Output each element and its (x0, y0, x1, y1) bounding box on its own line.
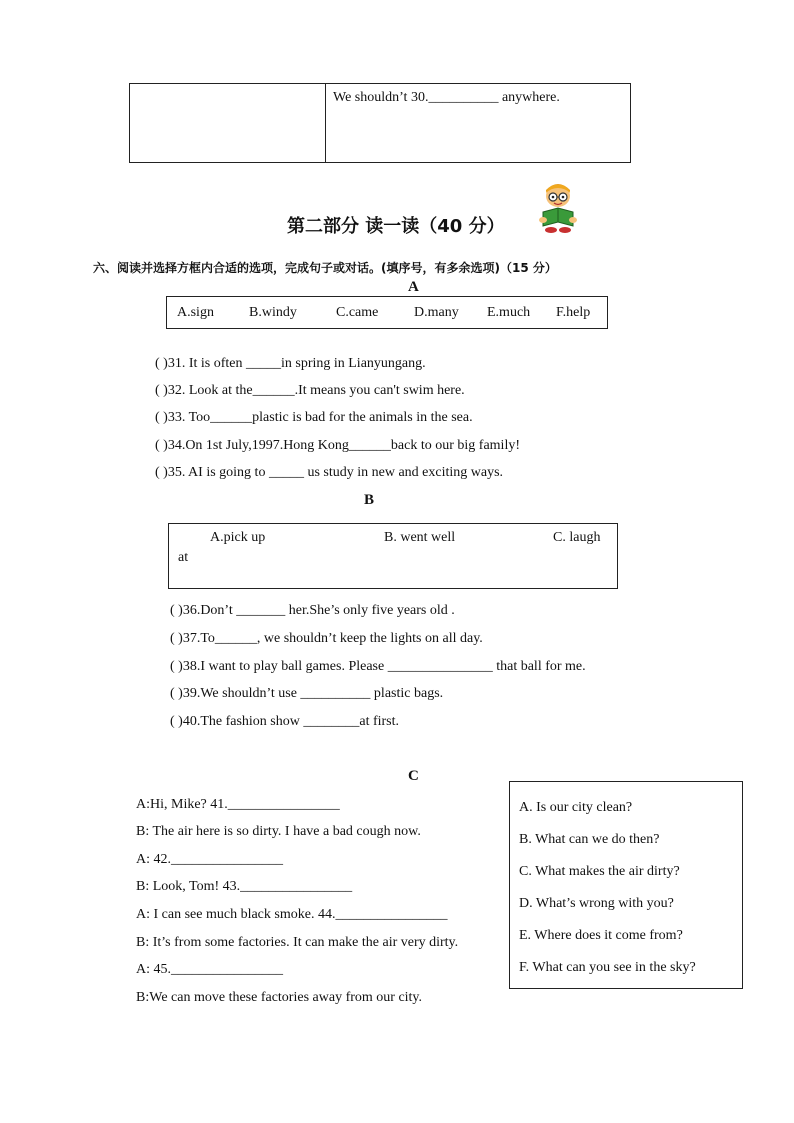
table-cell-q30: We shouldn’t 30.__________ anywhere. (333, 90, 560, 105)
part-a-option-box (166, 296, 608, 329)
option-e-much: E.much (487, 305, 531, 320)
option-laugh-wrap: at (178, 550, 189, 565)
question-32: ( )32. Look at the______.It means you can't swim here. (155, 383, 465, 398)
question-31: ( )31. It is often _____in spring in Lianyungang. (155, 356, 426, 371)
dialogue-line-1: A:Hi, Mike? 41.________________ (136, 797, 340, 812)
option-f-help: F.help (556, 305, 591, 320)
option-went-well: B. went well (384, 530, 456, 545)
option-c-e: E. Where does it come from? (519, 928, 683, 943)
table-divider (325, 83, 326, 163)
dialogue-line-8: B:We can move these factories away from our city. (136, 990, 423, 1005)
dialogue-line-5: A: I can see much black smoke. 44.________________ (136, 907, 448, 922)
part-c-label: C (408, 768, 419, 784)
question-36: ( )36.Don’t _______ her.She’s only five years old . (170, 603, 455, 618)
option-c-c: C. What makes the air dirty? (519, 864, 680, 879)
question-38: ( )38.I want to play ball games. Please _______________ that ball for me. (170, 659, 586, 674)
part-b-label: B (364, 492, 375, 508)
question-37: ( )37.To______, we shouldn’t keep the lights on all day. (170, 631, 483, 646)
dialogue-line-3: A: 42.________________ (136, 852, 283, 867)
option-laugh: C. laugh (553, 530, 601, 545)
option-c-d: D. What’s wrong with you? (519, 896, 674, 911)
option-pick-up: A.pick up (210, 530, 266, 545)
dialogue-line-6: B: It’s from some factories. It can make the air very dirty. (136, 935, 459, 950)
question-34: ( )34.On 1st July,1997.Hong Kong______back to our big family! (155, 438, 520, 453)
question-33: ( )33. Too______plastic is bad for the animals in the sea. (155, 410, 473, 425)
dialogue-line-2: B: The air here is so dirty. I have a bad cough now. (136, 824, 421, 839)
dialogue-line-4: B: Look, Tom! 43.________________ (136, 879, 353, 894)
instruction-six: 六、阅读并选择方框内合适的选项，完成句子或对话。(填序号，有多余选项)（15 分） (93, 261, 557, 275)
question-35: ( )35. AI is going to _____ us study in new and exciting ways. (155, 465, 504, 480)
dialogue-line-7: A: 45.________________ (136, 962, 283, 977)
option-b-windy: B.windy (249, 305, 297, 320)
option-c-came: C.came (336, 305, 379, 320)
question-39: ( )39.We shouldn’t use __________ plastic bags. (170, 686, 444, 701)
option-c-f: F. What can you see in the sky? (519, 960, 696, 975)
option-a-sign: A.sign (177, 305, 214, 320)
option-c-a: A. Is our city clean? (519, 800, 633, 815)
question-40: ( )40.The fashion show ________at first. (170, 714, 400, 729)
boy-reading-icon (535, 182, 581, 234)
option-d-many: D.many (414, 305, 459, 320)
option-c-b: B. What can we do then? (519, 832, 660, 847)
section-title: 第二部分 读一读（40 分） (287, 216, 505, 237)
part-a-label: A (408, 279, 419, 295)
